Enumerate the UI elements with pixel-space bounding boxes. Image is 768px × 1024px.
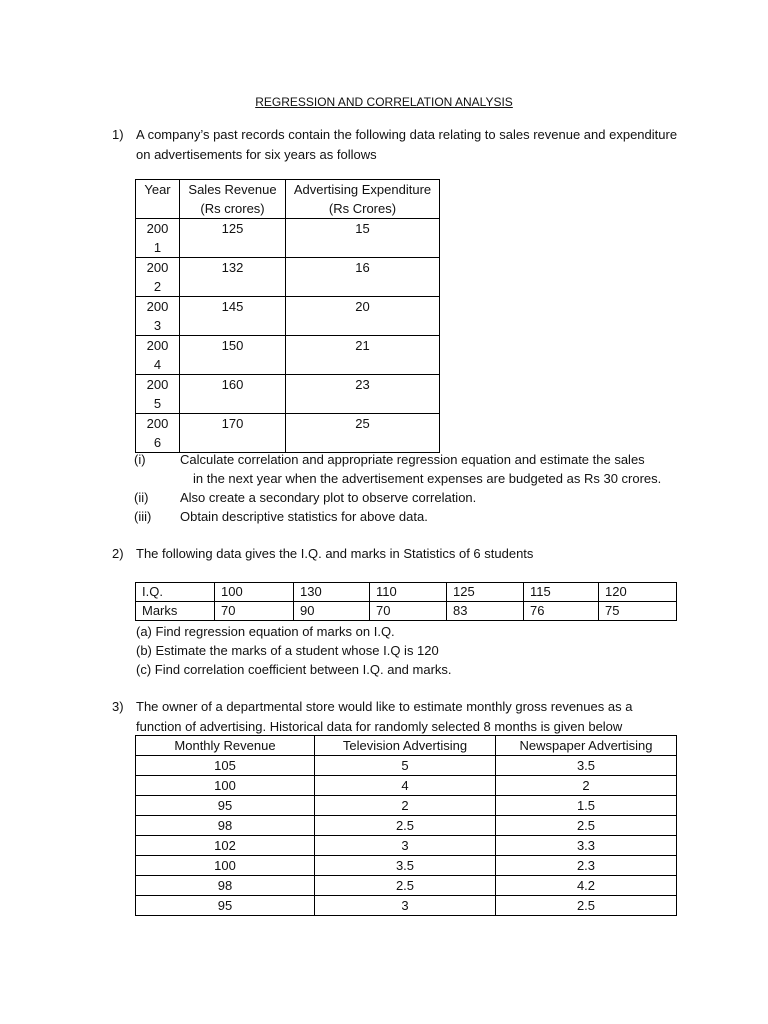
year-part-b: 4 (153, 357, 162, 372)
table-cell: 2.5 (496, 896, 677, 916)
q1-sub-iii (134, 507, 694, 526)
year-cell (136, 258, 180, 297)
table-cell: 120 (599, 583, 677, 602)
table-cell: 95 (136, 796, 315, 816)
table-row (136, 796, 677, 816)
table-cell: 4 (315, 776, 496, 796)
table-cell: 1.5 (496, 796, 677, 816)
adv-cell: 25 (286, 414, 440, 453)
table-cell: 3.3 (496, 836, 677, 856)
table-header-row (136, 180, 440, 219)
table-cell: 76 (524, 602, 599, 621)
q2-number: 2) (112, 546, 124, 561)
table-row (136, 876, 677, 896)
year-part-b: 5 (153, 396, 162, 411)
sub-label: (iii) (134, 509, 152, 524)
table-cell: 4.2 (496, 876, 677, 896)
table-cell: 98 (136, 816, 315, 836)
table-cell: 2 (315, 796, 496, 816)
adv-cell: 23 (286, 375, 440, 414)
table-row (136, 219, 440, 258)
table-cell: 75 (599, 602, 677, 621)
q1-number: 1) (112, 127, 124, 142)
table-cell: 100 (215, 583, 294, 602)
q2-text: The following data gives the I.Q. and marks in Statistics of 6 students (136, 546, 534, 561)
table-cell: 3 (315, 896, 496, 916)
sales-cell: 160 (180, 375, 286, 414)
header-advertising (286, 180, 440, 219)
q1-sub-i (134, 450, 694, 488)
sub-text: Obtain descriptive statistics for above data. (180, 509, 428, 524)
table-cell: 3.5 (496, 756, 677, 776)
table-cell: 3 (315, 836, 496, 856)
header-adv-line2: (Rs Crores) (328, 201, 397, 216)
table-row-iq (136, 583, 677, 602)
q1-sub-ii (134, 488, 694, 507)
year-part-b: 3 (153, 318, 162, 333)
q3-text-line1: The owner of a departmental store would like to estimate monthly gross revenues as a (136, 699, 633, 714)
table-cell: 125 (447, 583, 524, 602)
table-cell: 70 (215, 602, 294, 621)
header-sales (180, 180, 286, 219)
adv-cell: 20 (286, 297, 440, 336)
q1-text-line2: on advertisements for six years as follows (136, 147, 377, 162)
year-cell (136, 414, 180, 453)
table-cell: 2.5 (315, 816, 496, 836)
sales-cell: 132 (180, 258, 286, 297)
q1-text (136, 125, 696, 165)
header-monthly-revenue: Monthly Revenue (136, 736, 315, 756)
table-row (136, 297, 440, 336)
page-title: REGRESSION AND CORRELATION ANALYSIS (255, 95, 513, 109)
sub-label: (ii) (134, 490, 149, 505)
table-cell: 100 (136, 776, 315, 796)
header-adv-line1: Advertising Expenditure (293, 182, 432, 197)
sales-cell: 125 (180, 219, 286, 258)
table-cell: 2.5 (496, 816, 677, 836)
table-row (136, 856, 677, 876)
sales-advertising-table (135, 179, 440, 453)
table-row (136, 258, 440, 297)
year-part-b: 1 (153, 240, 162, 255)
adv-cell: 21 (286, 336, 440, 375)
sales-cell: 170 (180, 414, 286, 453)
table-cell: 5 (315, 756, 496, 776)
table-header-row (136, 736, 677, 756)
q2-subquestions (136, 622, 696, 679)
table-cell: Marks (136, 602, 215, 621)
table-cell: 3.5 (315, 856, 496, 876)
table-row (136, 836, 677, 856)
sub-label: (i) (134, 452, 146, 467)
year-part-a: 200 (146, 260, 169, 275)
year-part-b: 2 (153, 279, 162, 294)
table-cell: 130 (294, 583, 370, 602)
sub-text: Also create a secondary plot to observe correlation. (180, 490, 477, 505)
table-cell: 70 (370, 602, 447, 621)
table-cell: 2.3 (496, 856, 677, 876)
table-cell: 2.5 (315, 876, 496, 896)
q3-text-line2: function of advertising. Historical data for randomly selected 8 months is given below (136, 719, 623, 734)
table-cell: 90 (294, 602, 370, 621)
table-row (136, 375, 440, 414)
year-part-a: 200 (146, 377, 169, 392)
table-cell: 115 (524, 583, 599, 602)
q3-text (136, 697, 696, 737)
header-sales-line1: Sales Revenue (188, 182, 277, 197)
table-row (136, 896, 677, 916)
header-television-advertising: Television Advertising (315, 736, 496, 756)
sub-text (180, 450, 661, 488)
adv-cell: 15 (286, 219, 440, 258)
year-part-a: 200 (146, 416, 169, 431)
year-part-b: 6 (153, 435, 162, 450)
header-year: Year (136, 180, 180, 219)
year-cell (136, 297, 180, 336)
table-cell: 2 (496, 776, 677, 796)
adv-cell: 16 (286, 258, 440, 297)
table-cell: 100 (136, 856, 315, 876)
year-cell (136, 219, 180, 258)
q3-number: 3) (112, 699, 124, 714)
year-part-a: 200 (146, 338, 169, 353)
table-row (136, 776, 677, 796)
table-cell: I.Q. (136, 583, 215, 602)
table-cell: 110 (370, 583, 447, 602)
revenue-advertising-table (135, 735, 677, 916)
year-part-a: 200 (146, 299, 169, 314)
q1-text-line1: A company’s past records contain the following data relating to sales revenue and expenditure (136, 127, 678, 142)
table-cell: 98 (136, 876, 315, 896)
table-cell: 83 (447, 602, 524, 621)
table-row-marks (136, 602, 677, 621)
table-row (136, 414, 440, 453)
q1-subquestions (134, 450, 694, 526)
sub-text-line2: in the next year when the advertisement expenses are budgeted as Rs 30 crores. (193, 471, 662, 486)
iq-marks-table (135, 582, 677, 621)
year-cell (136, 336, 180, 375)
table-cell: 102 (136, 836, 315, 856)
q2-sub-b: (b) Estimate the marks of a student whose I.Q is 120 (136, 643, 439, 658)
header-sales-line2: (Rs crores) (200, 201, 265, 216)
year-part-a: 200 (146, 221, 169, 236)
q2-sub-c: (c) Find correlation coefficient between I.Q. and marks. (136, 662, 452, 677)
sales-cell: 150 (180, 336, 286, 375)
table-row (136, 336, 440, 375)
table-cell: 95 (136, 896, 315, 916)
year-cell (136, 375, 180, 414)
q2-sub-a: (a) Find regression equation of marks on I.Q. (136, 624, 395, 639)
header-newspaper-advertising: Newspaper Advertising (496, 736, 677, 756)
table-row (136, 816, 677, 836)
table-cell: 105 (136, 756, 315, 776)
sub-text-line1: Calculate correlation and appropriate regression equation and estimate the sales (180, 452, 645, 467)
sales-cell: 145 (180, 297, 286, 336)
table-row (136, 756, 677, 776)
